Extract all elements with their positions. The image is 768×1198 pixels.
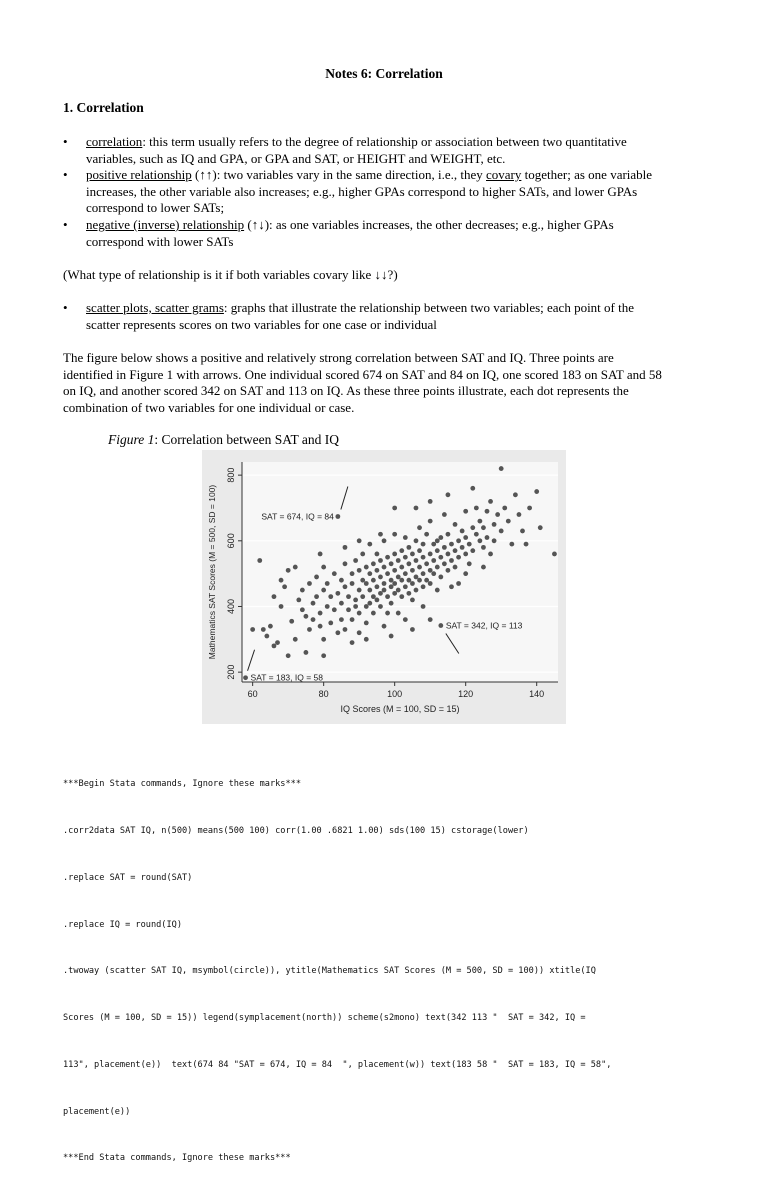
- data-point: [463, 552, 468, 557]
- data-point: [435, 548, 440, 553]
- y-tick-label: 200: [226, 664, 236, 680]
- data-point: [421, 571, 426, 576]
- data-point: [524, 542, 529, 547]
- data-point: [257, 558, 262, 563]
- data-point: [467, 561, 472, 566]
- y-tick-label: 600: [226, 533, 236, 549]
- data-point: [332, 607, 337, 612]
- data-point: [431, 558, 436, 563]
- x-tick-label: 60: [247, 689, 258, 699]
- data-point: [367, 588, 372, 593]
- data-point: [339, 617, 344, 622]
- data-point: [385, 611, 390, 616]
- data-point: [410, 568, 415, 573]
- data-point: [428, 552, 433, 557]
- data-point: [279, 578, 284, 583]
- data-point: [403, 535, 408, 540]
- bullet-correlation: correlation: this term usually refers to the degree of relationship or association between two quantitative variables, such as IQ and GPA, or GPA and SAT, or HEIGHT and WEIGHT, etc.: [86, 134, 627, 166]
- data-point: [335, 514, 340, 519]
- data-point: [375, 568, 380, 573]
- data-point: [406, 578, 411, 583]
- y-axis-label: Mathematics SAT Scores (M = 500, SD = 100): [207, 484, 217, 660]
- data-point: [343, 627, 348, 632]
- data-point: [300, 607, 305, 612]
- data-point: [449, 558, 454, 563]
- data-point: [371, 578, 376, 583]
- data-point: [250, 627, 255, 632]
- data-point: [467, 542, 472, 547]
- bullet-icon: •: [63, 217, 68, 232]
- scatter-chart: [202, 450, 566, 724]
- data-point: [417, 548, 422, 553]
- term-negative-relationship: negative (inverse) relationship: [86, 217, 245, 232]
- data-point: [460, 545, 465, 550]
- data-point: [414, 588, 419, 593]
- data-point: [389, 578, 394, 583]
- data-point: [360, 594, 365, 599]
- data-point: [438, 575, 443, 580]
- data-point: [335, 630, 340, 635]
- data-point: [286, 653, 291, 658]
- data-point: [382, 624, 387, 629]
- data-point: [453, 548, 458, 553]
- data-point: [438, 623, 443, 628]
- data-point: [389, 601, 394, 606]
- data-point: [449, 542, 454, 547]
- data-point: [470, 548, 475, 553]
- x-tick-label: 80: [318, 689, 329, 699]
- data-point: [293, 565, 298, 570]
- data-point: [325, 581, 330, 586]
- data-point: [410, 552, 415, 557]
- data-point: [431, 542, 436, 547]
- data-point: [442, 512, 447, 517]
- annotation-label: SAT = 674, IQ = 84: [261, 511, 334, 522]
- data-point: [399, 565, 404, 570]
- data-point: [375, 598, 380, 603]
- data-point: [318, 552, 323, 557]
- data-point: [424, 561, 429, 566]
- data-point: [392, 552, 397, 557]
- data-point: [311, 617, 316, 622]
- data-point: [403, 555, 408, 560]
- data-point: [364, 565, 369, 570]
- data-point: [364, 637, 369, 642]
- data-point: [406, 561, 411, 566]
- data-point: [304, 614, 309, 619]
- data-point: [538, 525, 543, 530]
- data-point: [382, 588, 387, 593]
- data-point: [428, 519, 433, 524]
- annotation-label: SAT = 183, IQ = 58: [250, 672, 324, 683]
- data-point: [410, 627, 415, 632]
- stata-code-block: ***Begin Stata commands, Ignore these marks*** .corr2data SAT IQ, n(500) means(500 100) corr(1.00 .6821 1.00) sds(100 15) cstorage(lower) .replace SAT = round(SAT) .replace IQ = round(IQ) .twoway (scatter SAT IQ, msymbol(circle)), ytitle(Mathematics SAT Scores (M = 500, SD = 100)) xtitle(IQ Scores (M = 100, SD = 15)) legend(symplacement(north)) scheme(s2mono) text(342 113 " SAT = 342, IQ = 113", placement(e)) text(674 84 "SAT = 674, IQ = 84 ", placement(w)) text(183 58 " SAT = 183, IQ = 58", placement(e)) ***End Stata commands, Ignore these marks***: [63, 779, 612, 1164]
- annotation-label: SAT = 342, IQ = 113: [445, 620, 523, 631]
- data-point: [414, 538, 419, 543]
- data-point: [399, 594, 404, 599]
- data-point: [364, 620, 369, 625]
- section-heading: 1. Correlation: [63, 100, 144, 115]
- data-point: [421, 604, 426, 609]
- data-point: [339, 601, 344, 606]
- data-point: [346, 607, 351, 612]
- data-point: [392, 532, 397, 537]
- data-point: [396, 588, 401, 593]
- data-point: [357, 611, 362, 616]
- page-title: Notes 6: Correlation: [325, 66, 443, 81]
- data-point: [321, 653, 326, 658]
- data-point: [477, 519, 482, 524]
- data-point: [435, 588, 440, 593]
- data-point: [357, 568, 362, 573]
- data-point: [446, 492, 451, 497]
- data-point: [453, 522, 458, 527]
- data-point: [431, 571, 436, 576]
- data-point: [513, 492, 518, 497]
- data-point: [378, 532, 383, 537]
- data-point: [453, 565, 458, 570]
- data-point: [520, 529, 525, 534]
- data-point: [428, 499, 433, 504]
- question-text: (What type of relationship is it if both variables covary like ↓↓?): [63, 267, 398, 282]
- data-point: [481, 565, 486, 570]
- data-point: [282, 584, 287, 589]
- bullet-icon: •: [63, 300, 68, 315]
- data-point: [350, 640, 355, 645]
- data-point: [268, 624, 273, 629]
- data-point: [328, 594, 333, 599]
- data-point: [403, 584, 408, 589]
- data-point: [357, 588, 362, 593]
- data-point: [286, 568, 291, 573]
- data-point: [385, 555, 390, 560]
- data-point: [463, 509, 468, 514]
- data-point: [509, 542, 514, 547]
- data-point: [321, 565, 326, 570]
- data-point: [392, 591, 397, 596]
- data-point: [389, 561, 394, 566]
- data-point: [367, 571, 372, 576]
- data-point: [321, 588, 326, 593]
- data-point: [318, 611, 323, 616]
- data-point: [350, 617, 355, 622]
- data-point: [446, 532, 451, 537]
- data-point: [474, 532, 479, 537]
- data-point: [492, 522, 497, 527]
- figure-caption: Figure 1: Correlation between SAT and IQ: [108, 432, 339, 447]
- data-point: [414, 575, 419, 580]
- term-scatter-plots: scatter plots, scatter grams: [86, 300, 224, 315]
- data-point: [364, 581, 369, 586]
- term-correlation: correlation: [86, 134, 143, 149]
- bullet-positive-relationship: positive relationship (↑↑): two variables vary in the same direction, i.e., they covary together; as one variable increases, the other variable also increases; e.g., higher GPAs correspond to higher SATs, and lower GPAs correspond to lower SATs;: [86, 167, 653, 215]
- data-point: [463, 571, 468, 576]
- data-point: [293, 637, 298, 642]
- data-point: [371, 594, 376, 599]
- data-point: [456, 538, 461, 543]
- data-point: [357, 630, 362, 635]
- data-point: [307, 581, 312, 586]
- data-point: [456, 555, 461, 560]
- data-point: [318, 624, 323, 629]
- data-point: [353, 598, 358, 603]
- data-point: [435, 538, 440, 543]
- data-point: [378, 558, 383, 563]
- data-point: [389, 634, 394, 639]
- data-point: [417, 578, 422, 583]
- data-point: [406, 591, 411, 596]
- data-point: [378, 604, 383, 609]
- data-point: [446, 568, 451, 573]
- data-point: [261, 627, 266, 632]
- data-point: [311, 601, 316, 606]
- data-point: [414, 506, 419, 511]
- data-point: [403, 571, 408, 576]
- data-point: [371, 611, 376, 616]
- data-point: [307, 627, 312, 632]
- data-point: [449, 584, 454, 589]
- data-point: [392, 506, 397, 511]
- data-point: [343, 545, 348, 550]
- data-point: [414, 558, 419, 563]
- data-point: [403, 617, 408, 622]
- data-point: [360, 552, 365, 557]
- data-point: [357, 538, 362, 543]
- data-point: [264, 634, 269, 639]
- y-tick-label: 800: [226, 467, 236, 483]
- data-point: [375, 552, 380, 557]
- data-point: [360, 578, 365, 583]
- data-point: [378, 591, 383, 596]
- data-point: [421, 555, 426, 560]
- data-point: [332, 571, 337, 576]
- data-point: [275, 640, 280, 645]
- data-point: [428, 581, 433, 586]
- data-point: [424, 578, 429, 583]
- data-point: [321, 637, 326, 642]
- data-point: [335, 591, 340, 596]
- data-point: [382, 581, 387, 586]
- data-point: [477, 538, 482, 543]
- y-tick-label: 400: [226, 598, 236, 614]
- data-point: [460, 529, 465, 534]
- bullet-negative-relationship: negative (inverse) relationship (↑↓): as one variables increases, the other decreases; e.g., higher GPAs correspond with lower SATs: [86, 217, 614, 249]
- data-point: [485, 535, 490, 540]
- data-point: [428, 617, 433, 622]
- data-point: [456, 581, 461, 586]
- data-point: [378, 575, 383, 580]
- data-point: [442, 545, 447, 550]
- data-point: [343, 561, 348, 566]
- data-point: [492, 538, 497, 543]
- x-tick-label: 120: [458, 689, 474, 699]
- data-point: [428, 568, 433, 573]
- data-point: [367, 601, 372, 606]
- data-point: [502, 506, 507, 511]
- data-point: [328, 620, 333, 625]
- data-point: [417, 565, 422, 570]
- data-point: [314, 575, 319, 580]
- data-point: [421, 542, 426, 547]
- data-point: [442, 561, 447, 566]
- data-point: [272, 594, 277, 599]
- data-point: [385, 594, 390, 599]
- data-point: [392, 581, 397, 586]
- data-point: [506, 519, 511, 524]
- data-point: [410, 581, 415, 586]
- data-point: [353, 604, 358, 609]
- data-point: [488, 499, 493, 504]
- bullet-icon: •: [63, 134, 68, 149]
- scatter-chart-svg: [202, 450, 566, 724]
- data-point: [346, 594, 351, 599]
- data-point: [364, 604, 369, 609]
- data-point: [470, 486, 475, 491]
- data-point: [289, 619, 294, 624]
- x-axis-label: IQ Scores (M = 100, SD = 15): [340, 704, 460, 714]
- term-covary: covary: [486, 167, 522, 182]
- data-point: [421, 584, 426, 589]
- data-point: [517, 512, 522, 517]
- data-point: [375, 584, 380, 589]
- data-point: [534, 489, 539, 494]
- data-point: [399, 578, 404, 583]
- data-point: [353, 558, 358, 563]
- data-point: [499, 529, 504, 534]
- data-point: [438, 555, 443, 560]
- data-point: [339, 578, 344, 583]
- data-point: [382, 538, 387, 543]
- term-positive-relationship: positive relationship: [86, 167, 192, 182]
- data-point: [485, 509, 490, 514]
- data-point: [463, 535, 468, 540]
- data-point: [300, 588, 305, 593]
- x-tick-label: 140: [529, 689, 545, 699]
- data-point: [304, 650, 309, 655]
- data-point: [296, 598, 301, 603]
- data-point: [396, 611, 401, 616]
- data-point: [438, 535, 443, 540]
- x-tick-label: 100: [387, 689, 403, 699]
- data-point: [350, 581, 355, 586]
- data-point: [446, 552, 451, 557]
- data-point: [350, 571, 355, 576]
- bullet-scatter-plots: scatter plots, scatter grams: graphs that illustrate the relationship between two variables; each point of the scatter represents scores on two variables for one case or individual: [86, 300, 635, 332]
- data-point: [325, 604, 330, 609]
- data-point: [371, 561, 376, 566]
- data-point: [392, 568, 397, 573]
- data-point: [410, 598, 415, 603]
- figure-description-paragraph: The figure below shows a positive and relatively strong correlation between SAT and IQ. Three points are identified in Figure 1 with arrows. One individual scored 674 on SAT and 84 on IQ, one scored 183 on SAT and 58 on IQ, and another scored 342 on SAT and 113 on IQ. As these three points illustrate, each dot represents the combination of two variables for one individual or case.: [63, 350, 662, 415]
- data-point: [389, 584, 394, 589]
- data-point: [314, 594, 319, 599]
- data-point: [279, 604, 284, 609]
- data-point: [499, 466, 504, 471]
- data-point: [399, 548, 404, 553]
- data-point: [552, 552, 557, 557]
- data-point: [343, 584, 348, 589]
- data-point: [424, 532, 429, 537]
- data-point: [272, 643, 277, 648]
- data-point: [488, 552, 493, 557]
- data-point: [481, 525, 486, 530]
- data-point: [470, 525, 475, 530]
- data-point: [396, 575, 401, 580]
- data-point: [382, 565, 387, 570]
- data-point: [367, 542, 372, 547]
- data-point: [243, 675, 248, 680]
- data-point: [396, 558, 401, 563]
- data-point: [406, 545, 411, 550]
- data-point: [417, 525, 422, 530]
- data-point: [481, 545, 486, 550]
- data-point: [474, 506, 479, 511]
- data-point: [385, 571, 390, 576]
- bullet-icon: •: [63, 167, 68, 182]
- data-point: [527, 506, 532, 511]
- data-point: [435, 565, 440, 570]
- data-point: [495, 512, 500, 517]
